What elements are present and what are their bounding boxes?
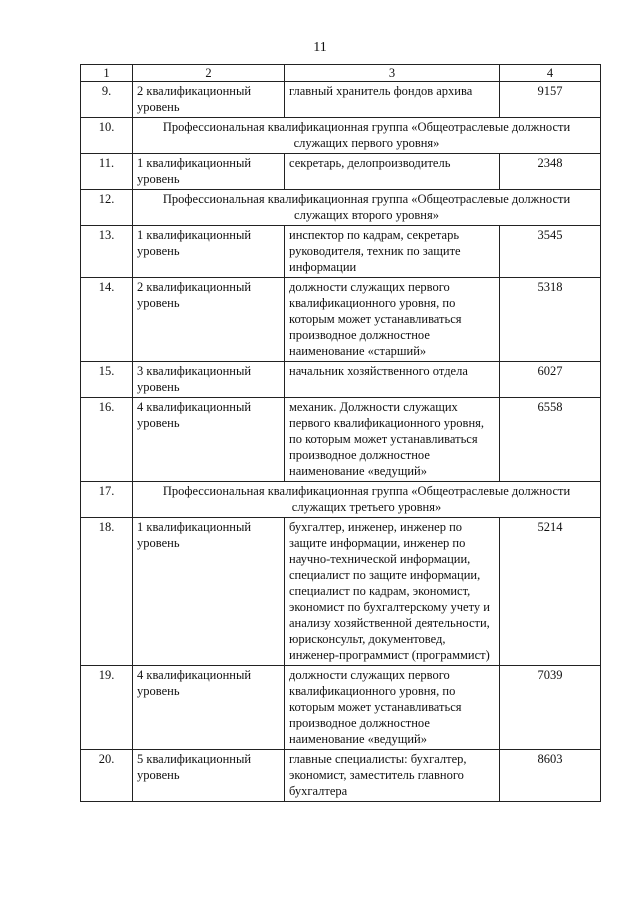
qualification-level: 1 квалификационный уровень	[133, 226, 285, 278]
position-list: должности служащих первого квалификационного уровня, по которым может устанавливаться производное должностное наименование «старший»	[285, 278, 500, 362]
qualification-level: 2 квалификационный уровень	[133, 278, 285, 362]
group-row	[81, 482, 601, 518]
row-number: 17.	[81, 482, 133, 518]
position-list: бухгалтер, инженер, инженер по защите информации, инженер по научно-технической информации, специалист по защите информации, специалист по кадрам, экономист, экономист по бухгалтерскому учету и анализу хозяйственной деятельности, юрисконсульт, документовед, инженер-программист (программист)	[285, 518, 500, 666]
header-cell-2: 2	[133, 65, 285, 82]
table-row	[81, 226, 601, 278]
salary-value: 7039	[500, 666, 601, 750]
table-header-row	[81, 65, 601, 82]
row-number: 15.	[81, 362, 133, 398]
position-list: начальник хозяйственного отдела	[285, 362, 500, 398]
qualification-level: 4 квалификационный уровень	[133, 666, 285, 750]
qualification-level: 1 квалификационный уровень	[133, 518, 285, 666]
header-cell-4: 4	[500, 65, 601, 82]
salary-value: 3545	[500, 226, 601, 278]
header-cell-1: 1	[81, 65, 133, 82]
row-number: 20.	[81, 750, 133, 802]
salary-table	[80, 64, 601, 802]
row-number: 18.	[81, 518, 133, 666]
salary-value: 5214	[500, 518, 601, 666]
salary-value: 6027	[500, 362, 601, 398]
row-number: 19.	[81, 666, 133, 750]
position-list: секретарь, делопроизводитель	[285, 154, 500, 190]
table-row	[81, 518, 601, 666]
salary-value: 5318	[500, 278, 601, 362]
row-number: 9.	[81, 82, 133, 118]
group-row	[81, 190, 601, 226]
group-title: Профессиональная квалификационная группа «Общеотраслевые должности служащих третьего уровня»	[133, 482, 601, 518]
salary-value: 9157	[500, 82, 601, 118]
group-row	[81, 118, 601, 154]
table-row	[81, 666, 601, 750]
row-number: 11.	[81, 154, 133, 190]
qualification-level: 1 квалификационный уровень	[133, 154, 285, 190]
row-number: 12.	[81, 190, 133, 226]
salary-value: 2348	[500, 154, 601, 190]
qualification-level: 4 квалификационный уровень	[133, 398, 285, 482]
position-list: главный хранитель фондов архива	[285, 82, 500, 118]
table-row	[81, 398, 601, 482]
position-list: механик. Должности служащих первого квалификационного уровня, по которым может устанавливаться производное должностное наименование «ведущий»	[285, 398, 500, 482]
salary-value: 6558	[500, 398, 601, 482]
row-number: 16.	[81, 398, 133, 482]
qualification-level: 3 квалификационный уровень	[133, 362, 285, 398]
table-row	[81, 750, 601, 802]
row-number: 13.	[81, 226, 133, 278]
position-list: должности служащих первого квалификационного уровня, по которым может устанавливаться производное должностное наименование «ведущий»	[285, 666, 500, 750]
table-row	[81, 278, 601, 362]
header-cell-3: 3	[285, 65, 500, 82]
position-list: главные специалисты: бухгалтер, экономист, заместитель главного бухгалтера	[285, 750, 500, 802]
row-number: 14.	[81, 278, 133, 362]
salary-value: 8603	[500, 750, 601, 802]
table-row	[81, 362, 601, 398]
page-number: 11	[313, 40, 327, 55]
qualification-level: 5 квалификационный уровень	[133, 750, 285, 802]
position-list: инспектор по кадрам, секретарь руководителя, техник по защите информации	[285, 226, 500, 278]
row-number: 10.	[81, 118, 133, 154]
group-title: Профессиональная квалификационная группа «Общеотраслевые должности служащих второго уровня»	[133, 190, 601, 226]
group-title: Профессиональная квалификационная группа «Общеотраслевые должности служащих первого уровня»	[133, 118, 601, 154]
qualification-level: 2 квалификационный уровень	[133, 82, 285, 118]
table-row	[81, 82, 601, 118]
table-row	[81, 154, 601, 190]
